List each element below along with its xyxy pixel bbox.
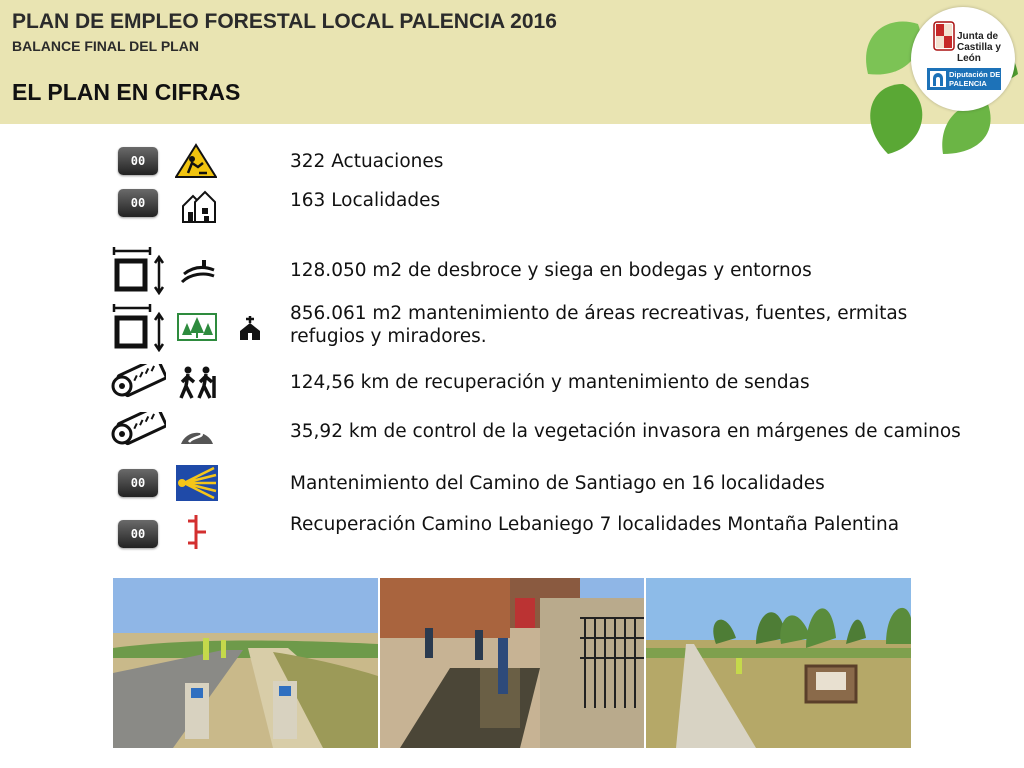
counter-icon: 00 [118, 520, 158, 548]
forest-sign-icon [177, 313, 217, 341]
counter-icon: 00 [118, 189, 158, 217]
junta-coat-of-arms-icon [933, 21, 955, 53]
counter-icon: 00 [118, 469, 158, 497]
section-title: EL PLAN EN CIFRAS [12, 79, 241, 105]
road-works-icon [175, 143, 217, 179]
distance-measure-icon [110, 412, 166, 448]
distance-measure-icon [110, 364, 166, 400]
road-curve-icon [179, 418, 215, 446]
junta-logo-text: Junta de Castilla y León [957, 31, 1001, 64]
photo-path-recreation-area [646, 578, 911, 748]
diputacion-arch-icon [930, 71, 946, 87]
chapel-icon [236, 314, 264, 342]
stat-camino-lebaniego: Recuperación Camino Lebaniego 7 localidades Montaña Palentina [290, 514, 900, 535]
stat-areas-recreativas: 856.061 m2 mantenimiento de áreas recreativas, fuentes, ermitas refugios y miradores. [290, 303, 908, 347]
stat-vegetacion-invasora: 35,92 km de control de la vegetación invasora en márgenes de caminos [290, 421, 961, 442]
field-mowing-icon [180, 258, 216, 284]
lebaniego-cross-icon [184, 513, 210, 551]
hikers-icon [178, 366, 218, 400]
stat-camino-santiago: Mantenimiento del Camino de Santiago en 16 localidades [290, 473, 825, 494]
diputacion-logo-text: Diputación DE PALENCIA [949, 70, 1001, 88]
stat-actuaciones: 322 Actuaciones [290, 151, 444, 172]
area-measure-icon [112, 302, 168, 352]
stat-sendas: 124,56 km de recuperación y mantenimiento de sendas [290, 372, 810, 393]
counter-icon: 00 [118, 147, 158, 175]
photo-fountain-cleaning [380, 578, 644, 748]
camino-shell-icon [176, 465, 218, 501]
page-subtitle: BALANCE FINAL DEL PLAN [12, 38, 199, 54]
village-houses-icon [181, 188, 217, 224]
stat-localidades: 163 Localidades [290, 190, 441, 211]
page-title: PLAN DE EMPLEO FORESTAL LOCAL PALENCIA 2016 [12, 10, 557, 33]
area-measure-icon [112, 245, 168, 295]
stat-desbroce-bodegas: 128.050 m2 de desbroce y siega en bodegas y entornos [290, 260, 812, 281]
photo-rural-road-workers [113, 578, 378, 748]
